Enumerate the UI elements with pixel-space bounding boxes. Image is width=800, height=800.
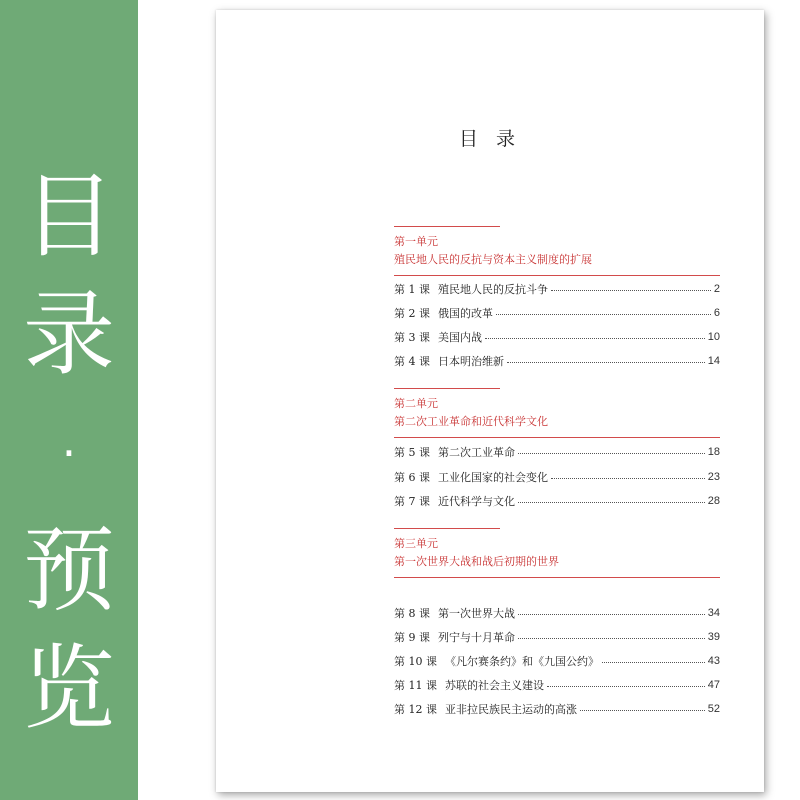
page-number: 52	[707, 703, 720, 715]
lesson-number: 第 2 课	[394, 307, 430, 320]
lesson-title: 美国内战	[438, 331, 482, 344]
page-number: 2	[713, 283, 720, 295]
unit-header	[394, 388, 720, 438]
page-number: 47	[707, 679, 720, 691]
unit-header	[394, 226, 720, 276]
lesson-number: 第 10 课	[394, 655, 437, 668]
unit-label: 第一单元	[394, 235, 438, 248]
toc-entry[interactable]	[394, 700, 720, 718]
banner-char: 录	[22, 281, 115, 388]
page-number: 14	[707, 355, 720, 367]
leader-dots	[485, 338, 705, 339]
page-number: 34	[707, 607, 720, 619]
unit-title: 殖民地人民的反抗与资本主义制度的扩展	[394, 253, 592, 266]
unit-label: 第三单元	[394, 537, 438, 550]
lesson-title: 第二次工业革命	[438, 446, 515, 459]
lesson-number: 第 8 课	[394, 607, 430, 620]
lesson-number: 第 9 课	[394, 631, 430, 644]
toc-entry[interactable]	[394, 352, 720, 370]
toc-entry[interactable]	[394, 304, 720, 322]
unit-header	[394, 528, 720, 578]
unit-title: 第一次世界大战和战后初期的世界	[394, 555, 559, 568]
lesson-title: 《凡尔赛条约》和《九国公约》	[445, 655, 599, 668]
toc-entry[interactable]	[394, 328, 720, 346]
leader-dots	[518, 614, 705, 615]
lesson-title: 殖民地人民的反抗斗争	[438, 283, 548, 296]
banner-char: 预	[22, 517, 115, 624]
toc-entry[interactable]	[394, 280, 720, 298]
lesson-title: 列宁与十月革命	[438, 631, 515, 644]
page-number: 10	[707, 331, 720, 343]
leader-dots	[580, 710, 705, 711]
banner-char: 览	[22, 635, 115, 742]
unit-rule-top	[394, 226, 500, 227]
lesson-number: 第 5 课	[394, 446, 430, 459]
leader-dots	[602, 662, 705, 663]
page-number: 23	[707, 471, 720, 483]
banner-text	[0, 158, 138, 748]
unit-rule-top	[394, 528, 500, 529]
toc-entry[interactable]	[394, 492, 720, 510]
page-number: 39	[707, 631, 720, 643]
lesson-number: 第 4 课	[394, 355, 430, 368]
lesson-number: 第 7 课	[394, 495, 430, 508]
lesson-title: 日本明治维新	[438, 355, 504, 368]
unit-rule-bottom	[394, 437, 720, 438]
leader-dots	[507, 362, 705, 363]
leader-dots	[496, 314, 711, 315]
lesson-number: 第 1 课	[394, 283, 430, 296]
banner-char: 目	[22, 163, 115, 270]
page-number: 28	[707, 495, 720, 507]
toc-entry[interactable]	[394, 676, 720, 694]
unit-rule-top	[394, 388, 500, 389]
toc-entry[interactable]	[394, 628, 720, 646]
leader-dots	[518, 502, 705, 503]
toc-entry[interactable]	[394, 604, 720, 622]
toc-entry[interactable]	[394, 468, 720, 486]
lesson-title: 苏联的社会主义建设	[445, 679, 544, 692]
lesson-title: 工业化国家的社会变化	[438, 471, 548, 484]
toc-entry[interactable]	[394, 443, 720, 461]
unit-rule-bottom	[394, 275, 720, 276]
lesson-number: 第 12 课	[394, 703, 437, 716]
toc-title: 目 录	[458, 128, 522, 150]
page-number: 6	[713, 307, 720, 319]
lesson-title: 亚非拉民族民主运动的高涨	[445, 703, 577, 716]
leader-dots	[518, 453, 705, 454]
preview-banner	[0, 0, 138, 800]
leader-dots	[547, 686, 705, 687]
leader-dots	[518, 638, 705, 639]
lesson-title: 近代科学与文化	[438, 495, 515, 508]
lesson-number: 第 3 课	[394, 331, 430, 344]
banner-char: ·	[54, 399, 84, 506]
lesson-number: 第 11 课	[394, 679, 437, 692]
lesson-title: 第一次世界大战	[438, 607, 515, 620]
page-number: 18	[707, 446, 720, 458]
toc-page	[216, 10, 764, 792]
page-number: 43	[707, 655, 720, 667]
lesson-title: 俄国的改革	[438, 307, 493, 320]
toc-entry[interactable]	[394, 652, 720, 670]
unit-title: 第二次工业革命和近代科学文化	[394, 415, 548, 428]
leader-dots	[551, 290, 711, 291]
unit-rule-bottom	[394, 577, 720, 578]
lesson-number: 第 6 课	[394, 471, 430, 484]
leader-dots	[551, 478, 705, 479]
unit-label: 第二单元	[394, 397, 438, 410]
